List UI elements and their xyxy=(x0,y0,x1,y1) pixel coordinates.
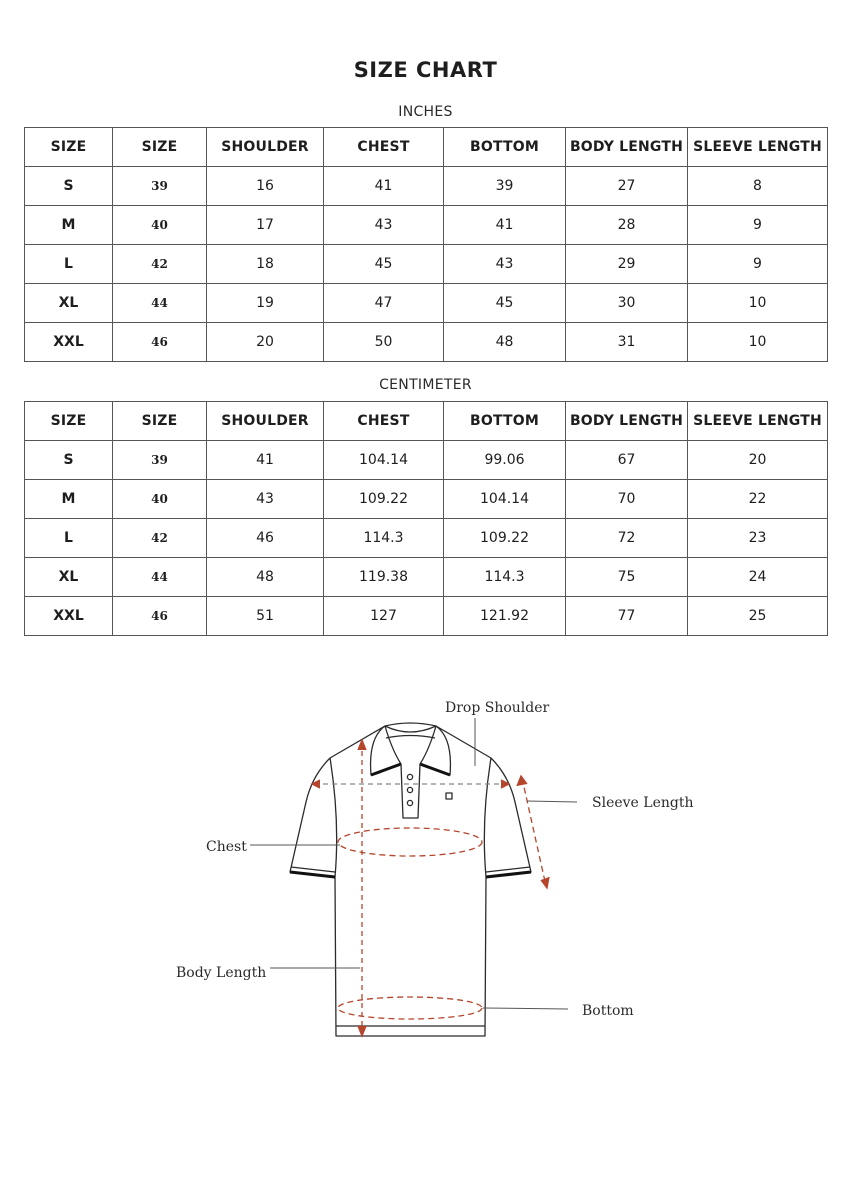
table-row xyxy=(25,597,828,636)
header-cell: CHEST xyxy=(324,402,444,441)
table-cell: 46 xyxy=(207,519,324,558)
table-cell: XXL xyxy=(25,323,113,362)
table-cell: 39 xyxy=(113,441,207,480)
table-cell: 25 xyxy=(688,597,828,636)
table-cell: 46 xyxy=(113,323,207,362)
table-cell: S xyxy=(25,441,113,480)
header-cell: BODY LENGTH xyxy=(566,402,688,441)
table-cell: 8 xyxy=(688,167,828,206)
table-cell: 28 xyxy=(566,206,688,245)
table-cell: M xyxy=(25,206,113,245)
table-cell: 109.22 xyxy=(324,480,444,519)
table-cell: 40 xyxy=(113,206,207,245)
table-cell: 39 xyxy=(444,167,566,206)
table-cell: 119.38 xyxy=(324,558,444,597)
header-cell: SIZE xyxy=(113,128,207,167)
table-cell: XL xyxy=(25,558,113,597)
table-cell: 72 xyxy=(566,519,688,558)
table-row xyxy=(25,284,828,323)
table-cell: 43 xyxy=(444,245,566,284)
table-cell: 114.3 xyxy=(324,519,444,558)
table-cell: XXL xyxy=(25,597,113,636)
measurement-diagram xyxy=(0,680,851,1060)
table-cell: 20 xyxy=(688,441,828,480)
label-body-length: Body Length xyxy=(176,965,267,981)
table-cell: 31 xyxy=(566,323,688,362)
table-cell: 9 xyxy=(688,245,828,284)
table-cell: 41 xyxy=(444,206,566,245)
header-cell: SIZE xyxy=(25,402,113,441)
table-cell: 24 xyxy=(688,558,828,597)
table-cell: M xyxy=(25,480,113,519)
table-cell: 50 xyxy=(324,323,444,362)
table-cell: 23 xyxy=(688,519,828,558)
table-cell: 20 xyxy=(207,323,324,362)
header-cell: BODY LENGTH xyxy=(566,128,688,167)
table-header-row xyxy=(25,128,828,167)
unit-label-centimeter: CENTIMETER xyxy=(379,377,472,393)
header-cell: SHOULDER xyxy=(207,128,324,167)
table-cell: 127 xyxy=(324,597,444,636)
table-cell: 10 xyxy=(688,323,828,362)
table-cell: 16 xyxy=(207,167,324,206)
table-cell: 17 xyxy=(207,206,324,245)
table-row xyxy=(25,323,828,362)
label-drop-shoulder: Drop Shoulder xyxy=(445,700,550,716)
table-cell: 42 xyxy=(113,245,207,284)
header-cell: SLEEVE LENGTH xyxy=(688,402,828,441)
table-cell: 104.14 xyxy=(444,480,566,519)
table-cell: 42 xyxy=(113,519,207,558)
table-cell: 48 xyxy=(444,323,566,362)
size-table-centimeter xyxy=(24,401,828,636)
label-chest: Chest xyxy=(206,839,247,855)
table-row xyxy=(25,480,828,519)
header-cell: SLEEVE LENGTH xyxy=(688,128,828,167)
table-cell: 67 xyxy=(566,441,688,480)
table-row xyxy=(25,245,828,284)
table-cell: 18 xyxy=(207,245,324,284)
table-cell: XL xyxy=(25,284,113,323)
table-cell: 51 xyxy=(207,597,324,636)
polo-shirt-icon xyxy=(290,723,531,1036)
table-row xyxy=(25,167,828,206)
size-table-inches xyxy=(24,127,828,362)
header-cell: SIZE xyxy=(25,128,113,167)
table-cell: 19 xyxy=(207,284,324,323)
table-cell: 46 xyxy=(113,597,207,636)
table-header-row xyxy=(25,402,828,441)
table-cell: 45 xyxy=(444,284,566,323)
table-cell: 39 xyxy=(113,167,207,206)
header-cell: BOTTOM xyxy=(444,128,566,167)
table-cell: 10 xyxy=(688,284,828,323)
table-row xyxy=(25,558,828,597)
table-cell: 47 xyxy=(324,284,444,323)
table-cell: 44 xyxy=(113,558,207,597)
table-row xyxy=(25,441,828,480)
header-cell: CHEST xyxy=(324,128,444,167)
table-cell: 43 xyxy=(324,206,444,245)
table-cell: 41 xyxy=(207,441,324,480)
table-cell: S xyxy=(25,167,113,206)
page-title: SIZE CHART xyxy=(353,58,498,82)
table-row xyxy=(25,206,828,245)
table-cell: 41 xyxy=(324,167,444,206)
header-cell: SHOULDER xyxy=(207,402,324,441)
unit-label-inches: INCHES xyxy=(398,104,453,120)
table-cell: 114.3 xyxy=(444,558,566,597)
table-cell: 43 xyxy=(207,480,324,519)
table-cell: 22 xyxy=(688,480,828,519)
table-cell: 99.06 xyxy=(444,441,566,480)
table-cell: 48 xyxy=(207,558,324,597)
table-cell: L xyxy=(25,519,113,558)
table-cell: 9 xyxy=(688,206,828,245)
table-cell: 109.22 xyxy=(444,519,566,558)
label-bottom: Bottom xyxy=(582,1003,634,1019)
table-cell: 77 xyxy=(566,597,688,636)
label-sleeve-length: Sleeve Length xyxy=(592,795,694,811)
table-cell: 104.14 xyxy=(324,441,444,480)
table-cell: 75 xyxy=(566,558,688,597)
table-cell: 45 xyxy=(324,245,444,284)
header-cell: BOTTOM xyxy=(444,402,566,441)
table-cell: 30 xyxy=(566,284,688,323)
table-cell: 27 xyxy=(566,167,688,206)
table-cell: 29 xyxy=(566,245,688,284)
table-cell: 40 xyxy=(113,480,207,519)
table-row xyxy=(25,519,828,558)
table-cell: 70 xyxy=(566,480,688,519)
header-cell: SIZE xyxy=(113,402,207,441)
table-cell: L xyxy=(25,245,113,284)
table-cell: 121.92 xyxy=(444,597,566,636)
table-cell: 44 xyxy=(113,284,207,323)
